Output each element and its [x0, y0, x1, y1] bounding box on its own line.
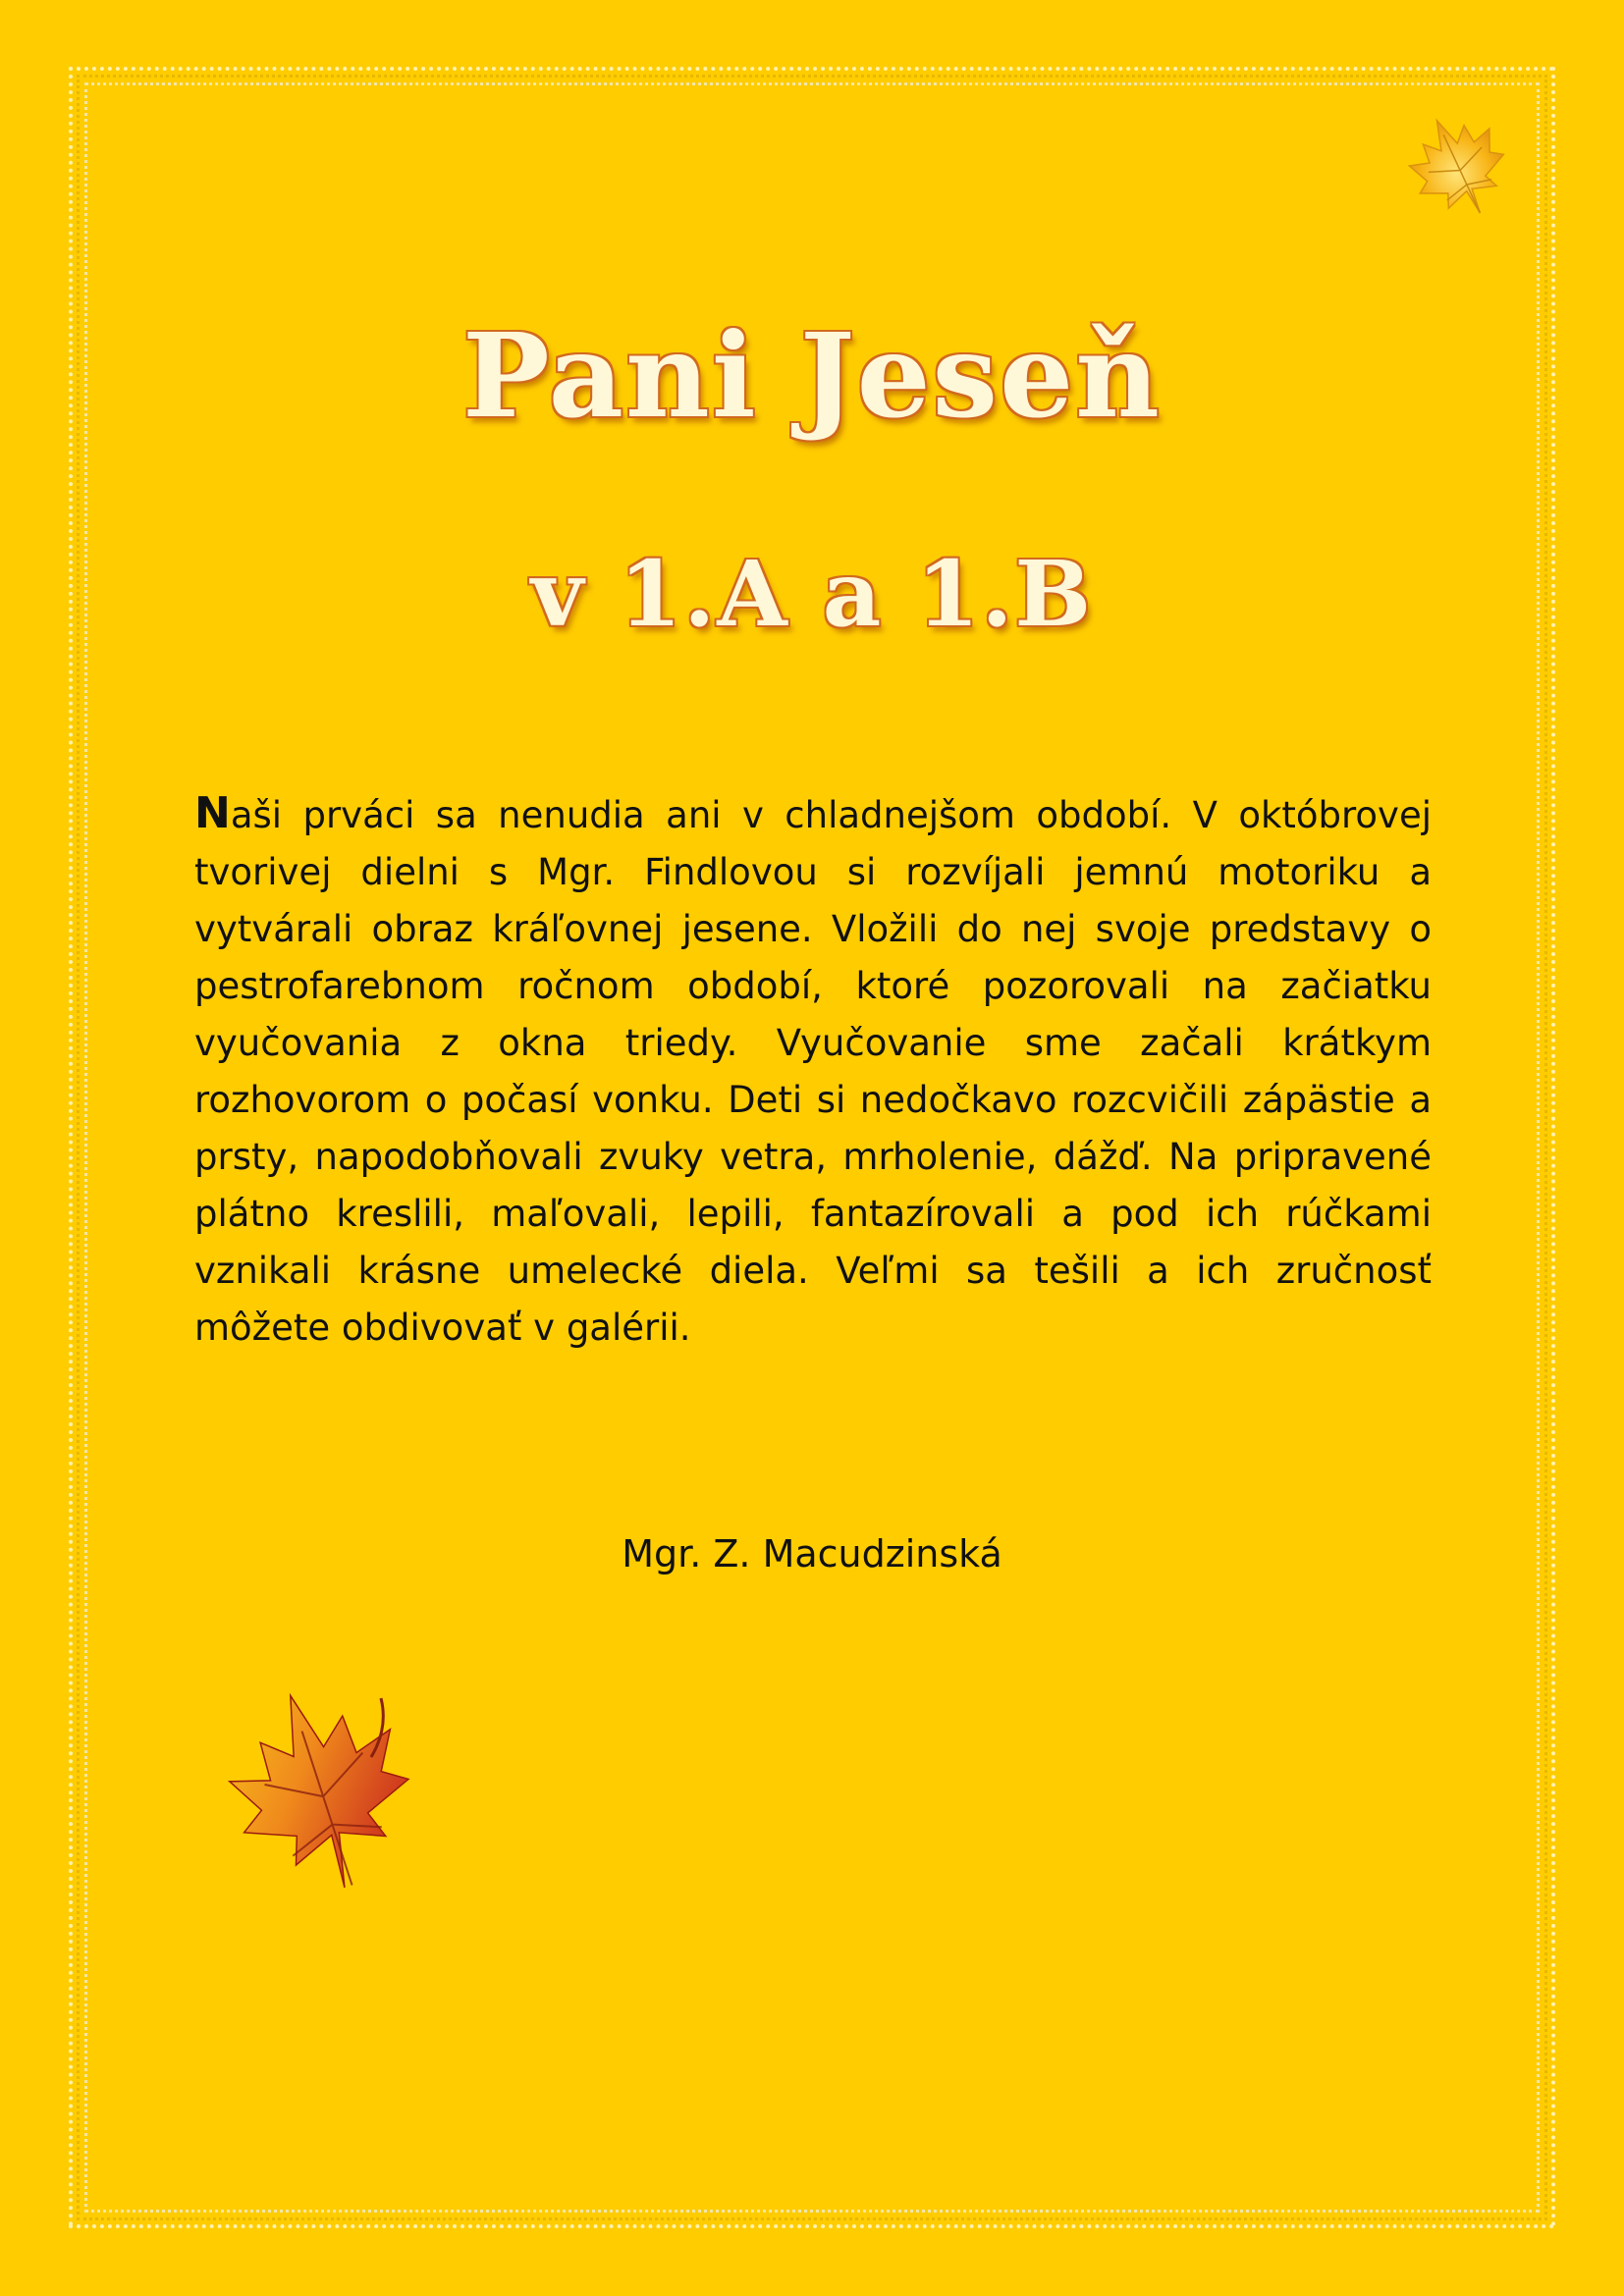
page-title: Pani Jeseň: [462, 307, 1162, 444]
paragraph-text: aši prváci sa nenudia ani v chladnejšom období. V októbrovej tvorivej dielni s Mgr. Findlovou si rozvíjali jemnú motoriku a vytvárali obraz kráľovnej jesene. Vložili do nej svoje predstavy o pestrofarebnom ročnom období, ktoré pozorovali na začiatku vyučovania z okna triedy. Vyučovanie sme začali krátkym rozhovorom o počasí vonku. Deti si nedočkavo rozcvičili zápästie a prsty, napodobňovali zvuky vetra, mrholenie, dážď. Na pripravené plátno kreslili, maľovali, lepili, fantazírovali a pod ich rúčkami vznikali krásne umelecké diela. Veľmi sa tešili a ich zručnosť môžete obdivovať v galérii.: [194, 794, 1432, 1349]
author-signature: Mgr. Z. Macudzinská: [622, 1532, 1002, 1575]
maple-leaf-icon: [214, 1669, 430, 1904]
drop-cap: N: [194, 788, 231, 838]
maple-leaf-icon: [1394, 102, 1522, 230]
article-paragraph: [194, 785, 1432, 1357]
page-subtitle: v 1.A a 1.B: [530, 541, 1094, 647]
